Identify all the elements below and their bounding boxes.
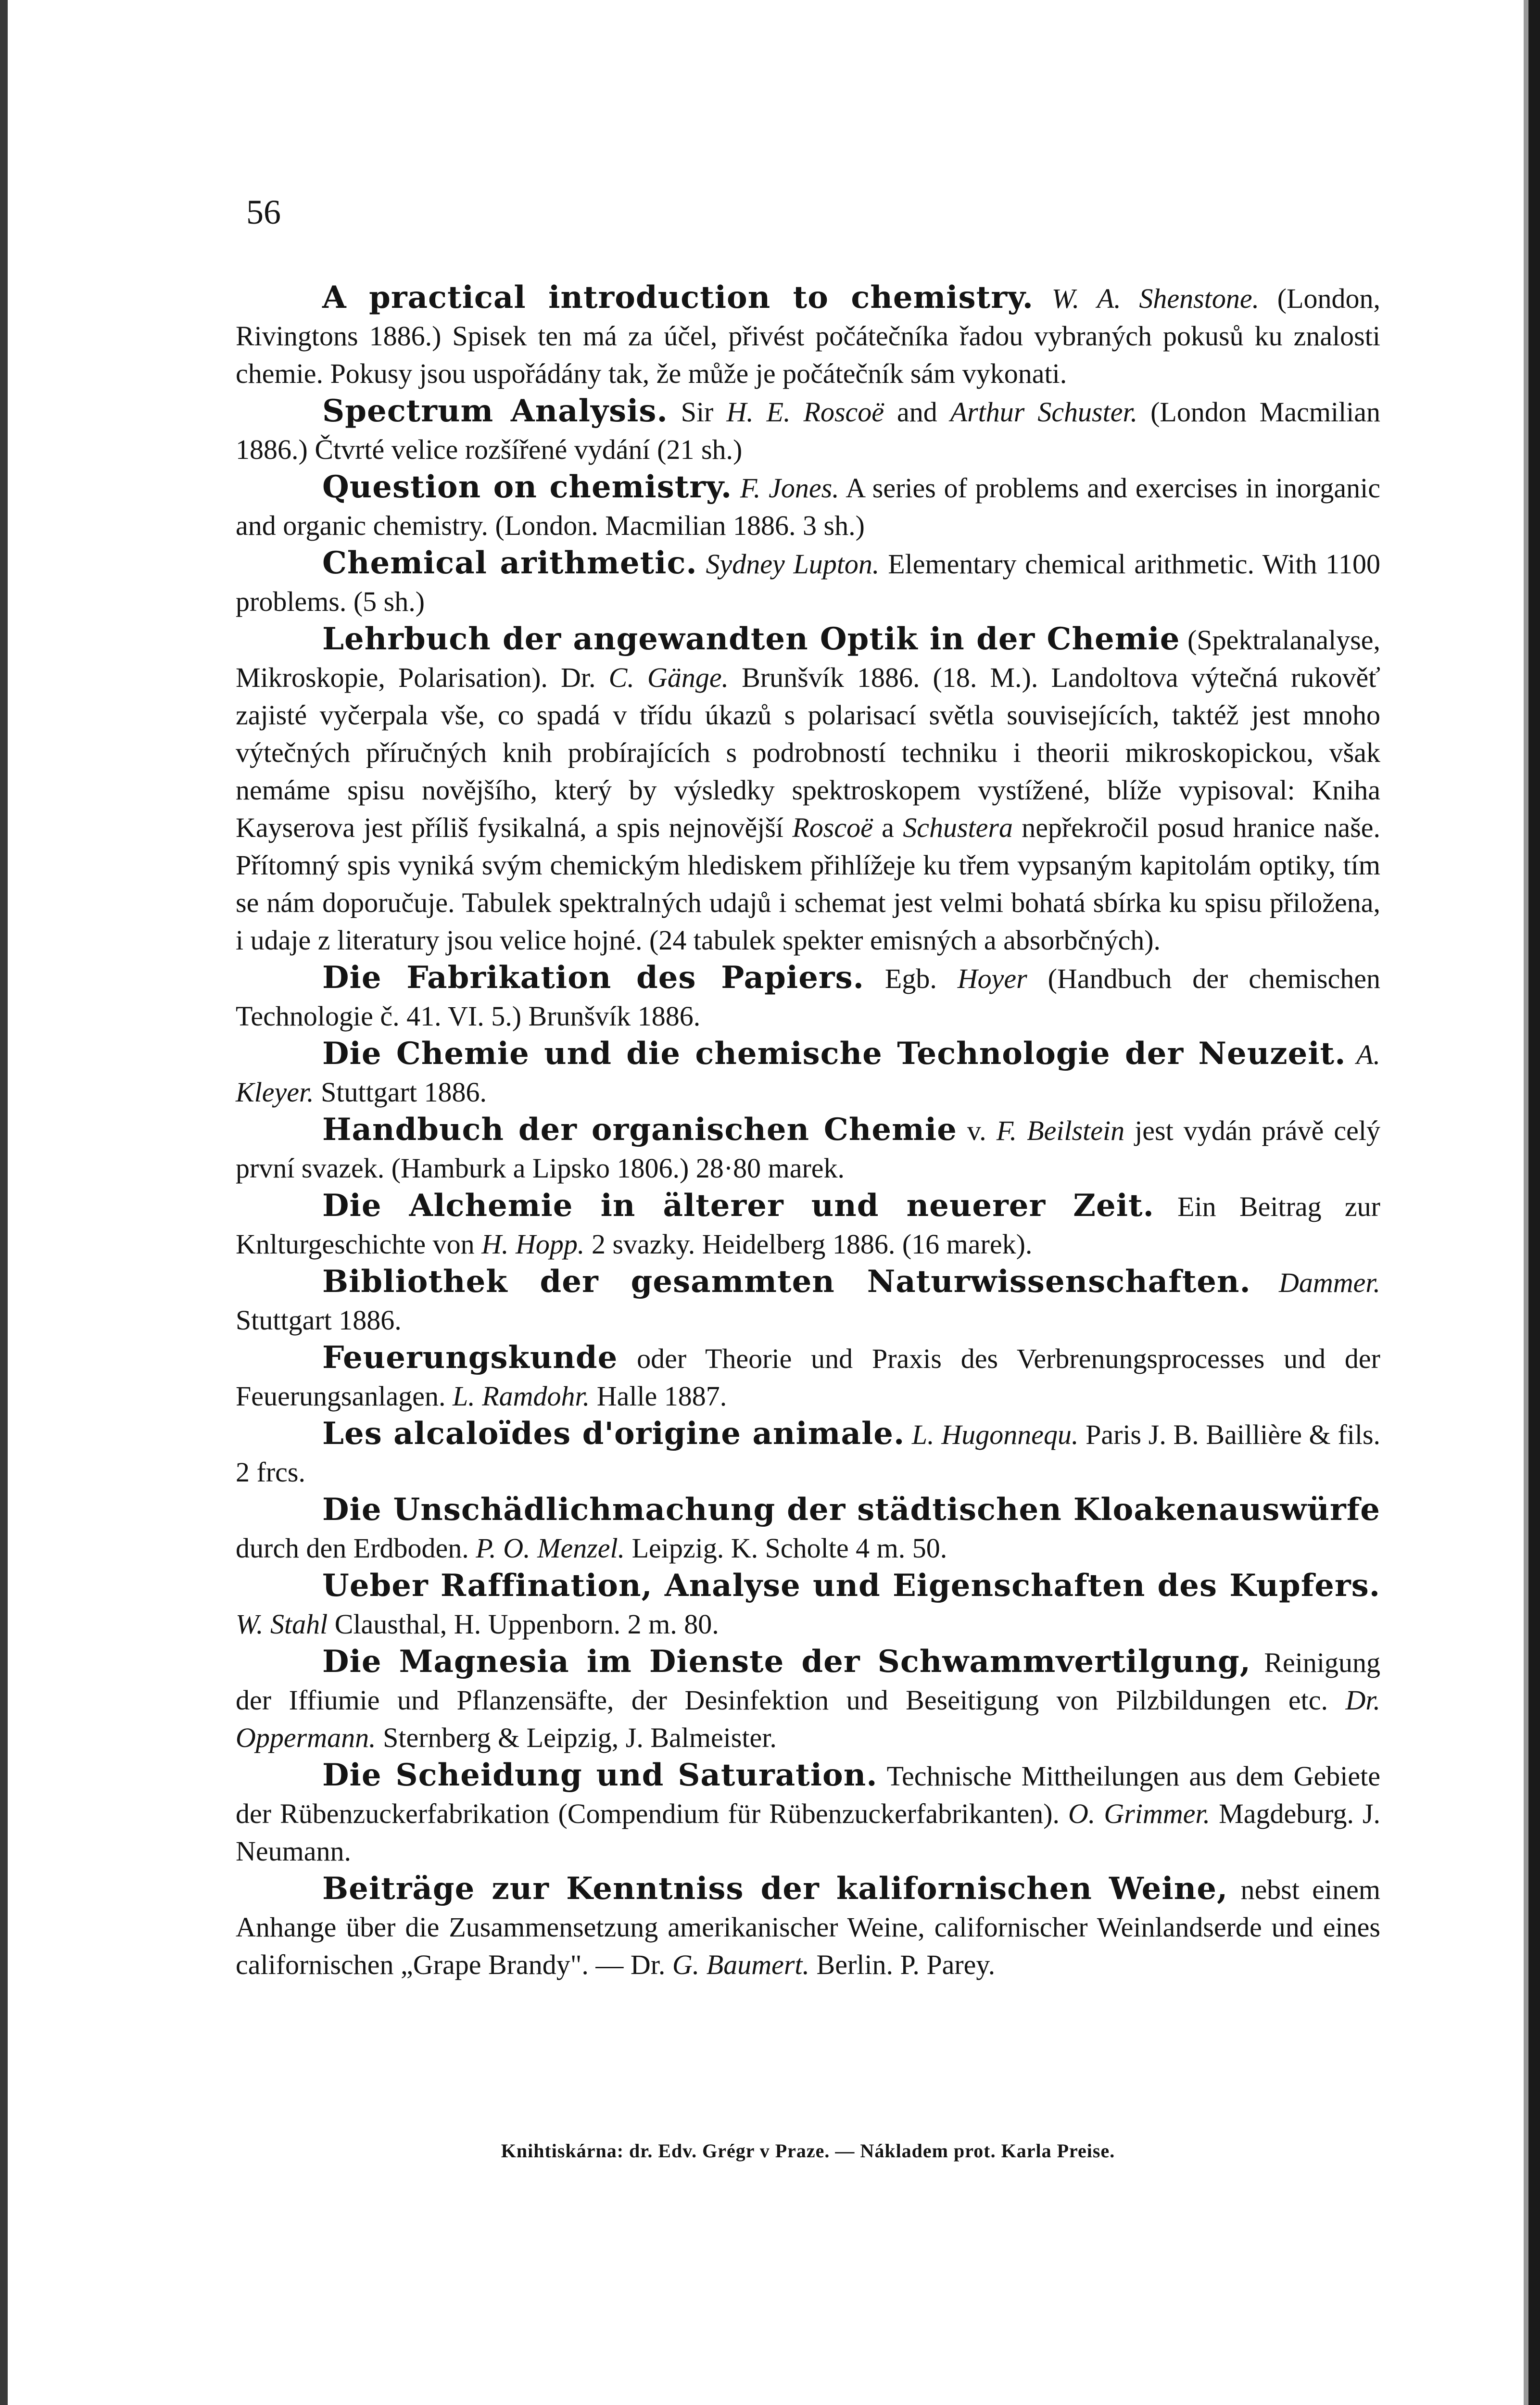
entry-title: Die Chemie und die chemische Technologie der Neuzeit. (322, 1036, 1346, 1072)
entry-author: Dammer. (1278, 1267, 1381, 1298)
entry-author: Sydney Lupton. (706, 548, 880, 580)
entry-author: Dr. Oppermann. (236, 1684, 1380, 1753)
entry-pre: (Spektralanalyse, Mikroskopie, Polarisation). Dr. (236, 624, 1381, 693)
entry-shenstone (236, 279, 1380, 392)
entry-text: (London Macmilian 1886.) Čtvrté velice rozšířené vydání (21 sh.) (236, 396, 1381, 465)
entry-question-chemistry (236, 468, 1380, 544)
entry-text: Elementary chemical arithmetic. With 1100 problems. (5 sh.) (236, 548, 1381, 617)
entry-title: Feuerungskunde (322, 1340, 618, 1376)
entry-pre: Sir (681, 396, 714, 428)
entry-text: Berlin. P. Parey. (816, 1949, 996, 1980)
entry-pre: durch den Erdboden. (236, 1532, 469, 1564)
entry-mid: a (882, 812, 894, 843)
entry-author: G. Baumert. (672, 1949, 810, 1980)
entry-title: Lehrbuch der angewandten Optik in der Chemie (322, 621, 1180, 657)
entry-title: Les alcaloïdes d'origine animale. (322, 1416, 905, 1452)
entry-text: jest vydán právě celý první svazek. (Hamburk a Lipsko 1806.) 28·80 marek. (236, 1115, 1381, 1184)
entry-text: Magdeburg. J. Neumann. (236, 1798, 1381, 1867)
entry-mid: and (896, 396, 937, 428)
entry-text: Clausthal, H. Uppenborn. 2 m. 80. (334, 1608, 719, 1640)
entry-kalifornischen-weine (236, 1870, 1380, 1984)
entry-organischen-chemie (236, 1111, 1380, 1187)
entry-text: Halle 1887. (596, 1380, 727, 1412)
entry-author: O. Grimmer. (1068, 1798, 1211, 1829)
entry-author: H. E. Roscoë (726, 396, 884, 428)
printer-imprint: Knihtiskárna: dr. Edv. Grégr v Praze. — Nákladem prot. Karla Preise. (501, 2140, 1115, 2162)
page-number: 56 (246, 193, 281, 231)
entry-title: Die Magnesia im Dienste der Schwammvertilgung, (322, 1644, 1251, 1680)
entry-pre: oder Theorie und Praxis des Verbrenungsprocesses und der Feuerungsanlagen. (236, 1343, 1380, 1412)
entry-title: Spectrum Analysis. (322, 393, 668, 429)
entry-author: F. Beilstein (996, 1115, 1125, 1146)
entry-magnesia (236, 1643, 1380, 1757)
entry-text2: nepřekročil posud hranice naše. Přítomný spis vyniká svým chemickým hlediskem přihlížeje ku třem vypsaným kapitolám optiky, tím se nám doporučuje. Tabulek spektralných udajů i schemat jest velmi bohatá sbírka ku spisu přiložena, i udaje z literatury jsou velice hojné. (24 tabulek spekter emisných a absorbčných). (236, 812, 1381, 956)
entry-pre: Egb. (884, 963, 937, 994)
entry-unschaedlichmachung (236, 1491, 1380, 1567)
entry-text: A series of problems and exercises in inorganic and organic chemistry. (London. Macmilian 1886. 3 sh.) (236, 472, 1380, 541)
entry-author: L. Ramdohr. (452, 1380, 590, 1412)
entry-pre: nebst einem Anhange über die Zusammensetzung amerikanischer Weine, californischer Weinlandserde und eines californischen „Grape Brandy". — Dr. (236, 1874, 1381, 1980)
entry-author2: Arthur Schuster. (950, 396, 1138, 428)
entry-text: Stuttgart 1886. (321, 1076, 487, 1108)
entry-author: H. Hopp. (481, 1228, 585, 1260)
entry-title: Handbuch der organischen Chemie (322, 1112, 957, 1148)
entry-text: Leipzig. K. Scholte 4 m. 50. (631, 1532, 947, 1564)
entry-author: P. O. Menzel. (476, 1532, 625, 1564)
entry-author: F. Jones. (740, 472, 839, 504)
entry-author: L. Hugonnequ. (911, 1419, 1079, 1450)
entry-author: W. Stahl (236, 1608, 328, 1640)
entry-title: Bibliothek der gesammten Naturwissenschaften. (322, 1264, 1251, 1300)
entry-author: C. Gänge. (608, 662, 729, 693)
entry-text: Sternberg & Leipzig, J. Balmeister. (383, 1722, 777, 1753)
entry-title: Die Scheidung und Saturation. (322, 1757, 878, 1793)
entry-title: Ueber Raffination, Analyse und Eigenschaften des Kupfers. (322, 1568, 1380, 1604)
bibliography-list (236, 279, 1380, 1984)
entry-alcaloides (236, 1415, 1380, 1491)
entry-author: W. A. Shenstone. (1051, 283, 1260, 314)
entry-title: Question on chemistry. (322, 469, 732, 505)
entry-feuerungskunde (236, 1339, 1380, 1415)
scan-edge-left (0, 0, 8, 2405)
entry-author2: Roscoë (792, 812, 873, 843)
entry-fabrikation-papiers (236, 959, 1380, 1035)
entry-chemical-arithmetic (236, 544, 1380, 620)
entry-author: A. Kleyer. (236, 1039, 1380, 1108)
scan-edge-right-shadow (1524, 0, 1528, 2405)
entry-pre: Technische Mittheilungen aus dem Gebiete der Rübenzuckerfabrikation (Compendium für Rübenzuckerfabrikanten). (236, 1760, 1381, 1829)
entry-pre: Reinigung der Iffiumie und Pflanzensäfte, der Desinfektion und Beseitigung von Pilzbildungen etc. (236, 1647, 1381, 1716)
entry-spectrum-analysis (236, 392, 1380, 468)
entry-scheidung-saturation (236, 1757, 1380, 1870)
scan-edge-right (1528, 0, 1540, 2405)
entry-title: Chemical arithmetic. (322, 545, 697, 581)
entry-title: Beiträge zur Kenntniss der kalifornischen Weine, (322, 1871, 1228, 1907)
entry-raffination-kupfers (236, 1567, 1380, 1643)
entry-text: (Handbuch der chemischen Technologie č. 41. VI. 5.) Brunšvík 1886. (236, 963, 1381, 1032)
entry-title: Die Unschädlichmachung der städtischen Kloakenauswürfe (322, 1492, 1380, 1528)
entry-text: 2 svazky. Heidelberg 1886. (16 marek). (591, 1228, 1033, 1260)
entry-chemie-technologie (236, 1035, 1380, 1111)
entry-text: Stuttgart 1886. (236, 1304, 402, 1336)
entry-author3: Schustera (903, 812, 1013, 843)
entry-pre: Ein Beitrag zur Knlturgeschichte von (236, 1191, 1380, 1260)
entry-pre: v. (967, 1115, 986, 1146)
entry-title: A practical introduction to chemistry. (322, 279, 1034, 316)
entry-author: Hoyer (957, 963, 1027, 994)
entry-title: Die Fabrikation des Papiers. (322, 960, 864, 996)
entry-alchemie (236, 1187, 1380, 1263)
entry-lehrbuch-optik (236, 620, 1380, 959)
entry-bibliothek (236, 1263, 1380, 1339)
entry-text: Brunšvík 1886. (18. M.). Landoltova výtečná rukověť zajisté vyčerpala vše, co spadá v třídu úkazů s polarisací světla souvisejících, taktéž jest mnoho výtečných příručných knih probírajících s podrobností techniku i theorii mikroskopickou, však nemáme spisu novějšího, který by výsledky spektroskopem vystížené, blíže vypisoval: Kniha Kayserova jest příliš fysikalná, a spis nejnovější (236, 662, 1380, 843)
entry-text: Paris J. B. Baillière & fils. 2 frcs. (236, 1419, 1381, 1488)
entry-title: Die Alchemie in älterer und neuerer Zeit. (322, 1188, 1154, 1224)
entry-text: (London, Rivingtons 1886.) Spisek ten má za účel, přivést počátečníka řadou vybraných pokusů ku znalosti chemie. Pokusy jsou uspořádány tak, že může je počátečník sám vykonati. (236, 283, 1381, 389)
